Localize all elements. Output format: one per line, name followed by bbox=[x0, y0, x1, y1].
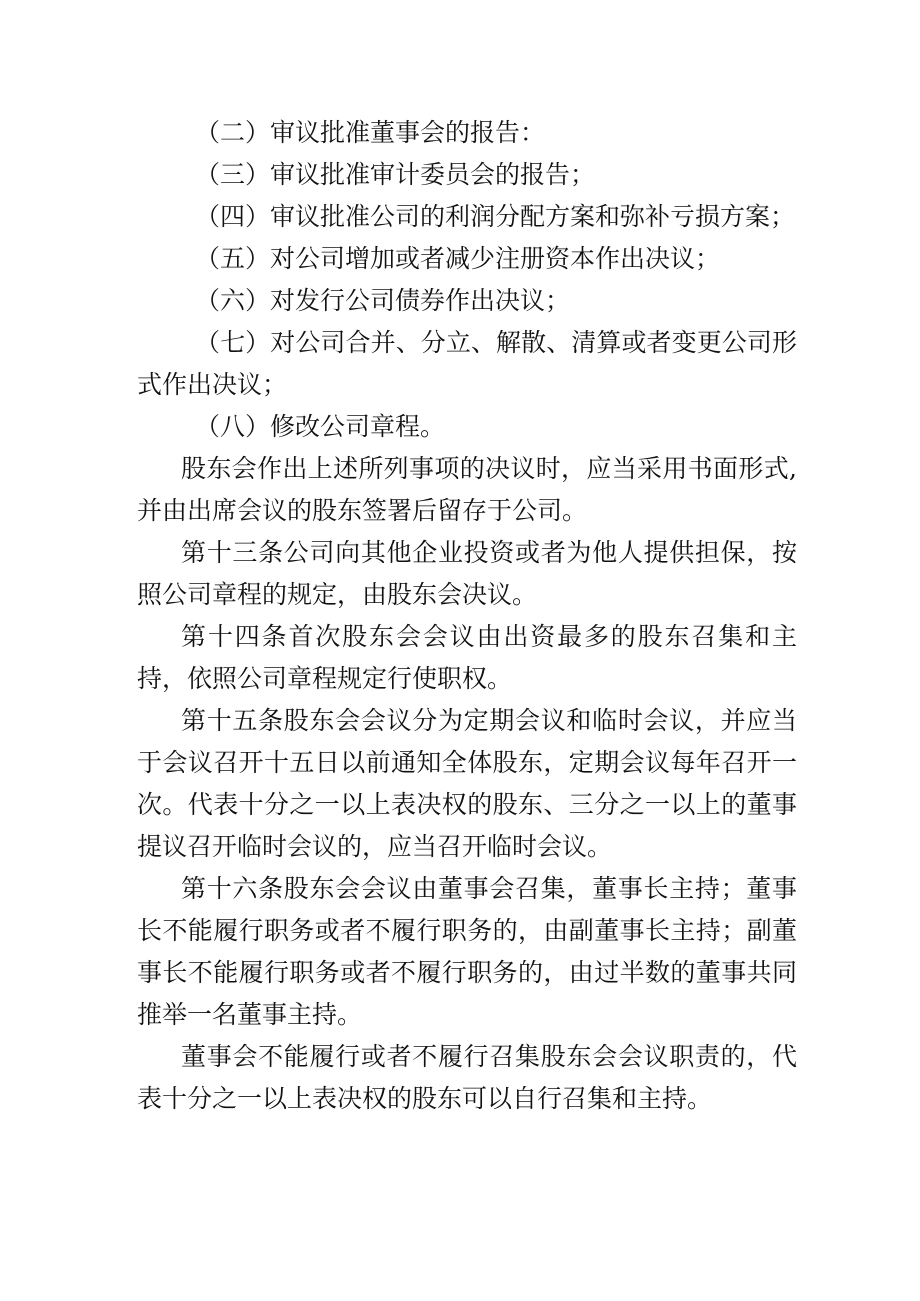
paragraph-article-13: 第十三条公司向其他企业投资或者为他人提供担保，按照公司章程的规定，由股东会决议。 bbox=[137, 538, 797, 609]
paragraph-article-15: 第十五条股东会会议分为定期会议和临时会议，并应当于会议召开十五日以前通知全体股东，定期会议每年召开一次。代表十分之一以上表决权的股东、三分之一以上的董事提议召开临时会议的，应当召开临时会议。 bbox=[137, 706, 797, 861]
list-item-7: （七）对公司合并、分立、解散、清算或者变更公司形式作出决议； bbox=[137, 328, 797, 399]
list-item-3: （三）审议批准审计委员会的报告； bbox=[195, 160, 596, 189]
list-item-5: （五）对公司增加或者减少注册资本作出决议； bbox=[195, 244, 721, 273]
paragraph-resolution-form: 股东会作出上述所列事项的决议时，应当采用书面形式,并由出席会议的股东签署后留存于公司。 bbox=[137, 454, 797, 525]
document-body bbox=[137, 112, 797, 1120]
list-item-2: （二）审议批准董事会的报告： bbox=[195, 118, 546, 147]
paragraph-article-16: 第十六条股东会会议由董事会召集，董事长主持；董事长不能履行职务或者不履行职务的，由副董事长主持；副董事长不能履行职务或者不履行职务的，由过半数的董事共同推举一名董事主持。 bbox=[137, 874, 797, 1029]
list-item-4: （四）审议批准公司的利润分配方案和弥补亏损方案； bbox=[195, 202, 796, 231]
paragraph-article-14: 第十四条首次股东会会议由出资最多的股东召集和主持，依照公司章程规定行使职权。 bbox=[137, 622, 797, 693]
list-item-8: （八）修改公司章程。 bbox=[195, 412, 446, 441]
list-item-6: （六）对发行公司债券作出决议； bbox=[195, 286, 571, 315]
paragraph-board-convene: 董事会不能履行或者不履行召集股东会会议职责的，代表十分之一以上表决权的股东可以自行召集和主持。 bbox=[137, 1042, 797, 1113]
